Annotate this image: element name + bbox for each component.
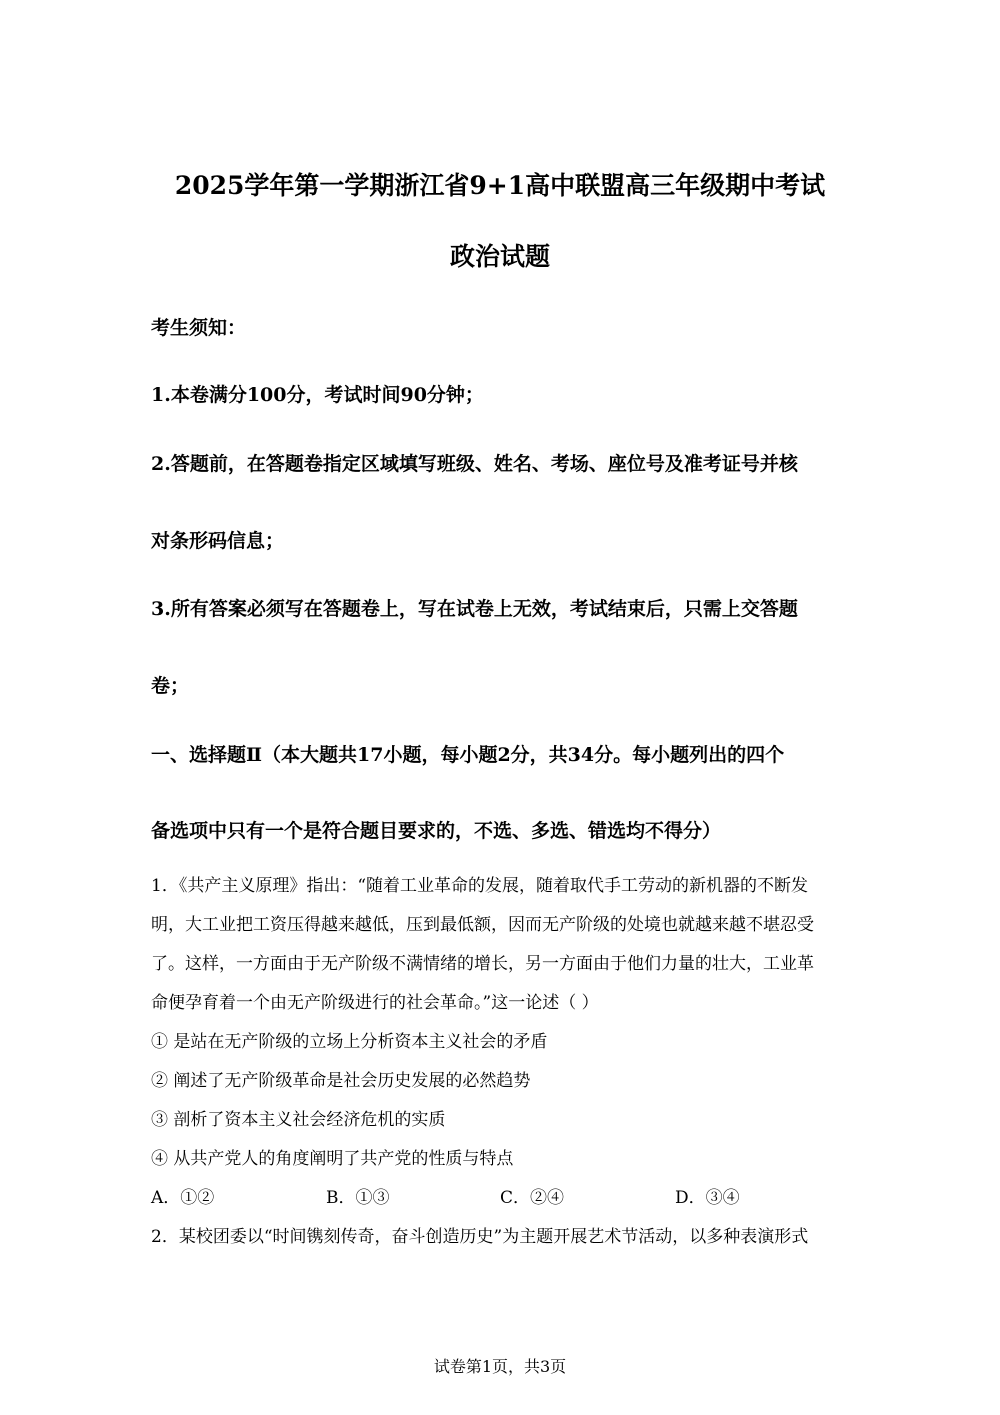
- question-1-statement-3: ③ 剖析了资本主义社会经济危机的实质: [151, 1110, 446, 1130]
- exam-title: 2025学年第一学期浙江省9+1高中联盟高三年级期中考试: [174, 171, 826, 200]
- question-1-line-4: 命便孕育着一个由无产阶级进行的社会革命。”这一论述（ ）: [151, 993, 599, 1013]
- notice-item-3-line-2: 卷；: [151, 675, 190, 697]
- notice-heading: 考生须知：: [151, 317, 247, 339]
- notice-item-3-line-1: 3.所有答案必须写在答题卷上，写在试卷上无效，考试结束后，只需上交答题: [151, 598, 798, 620]
- question-1-option-a: A．①②: [151, 1188, 215, 1208]
- question-1-line-1: 1．《共产主义原理》指出：“随着工业革命的发展，随着取代手工劳动的新机器的不断发: [151, 876, 809, 896]
- question-1-statement-2: ② 阐述了无产阶级革命是社会历史发展的必然趋势: [151, 1071, 531, 1091]
- question-1-option-c: C．②④: [500, 1188, 565, 1208]
- question-1-option-d: D．③④: [675, 1188, 740, 1208]
- question-1-line-2: 明，大工业把工资压得越来越低，压到最低额，因而无产阶级的处境也就越来越不堪忍受: [151, 915, 814, 935]
- question-2-line-1: 2．某校团委以“时间镌刻传奇，奋斗创造历史”为主题开展艺术节活动，以多种表演形式: [151, 1227, 809, 1247]
- question-1-statement-1: ① 是站在无产阶级的立场上分析资本主义社会的矛盾: [151, 1032, 548, 1052]
- question-1-statement-4: ④ 从共产党人的角度阐明了共产党的性质与特点: [151, 1149, 514, 1169]
- exam-subject-title: 政治试题: [449, 242, 550, 271]
- notice-item-2-line-2: 对条形码信息；: [151, 530, 285, 552]
- section-heading-line-1: 一、选择题Ⅱ（本大题共17小题，每小题2分，共34分。每小题列出的四个: [151, 744, 785, 766]
- notice-item-1: 1.本卷满分100分，考试时间90分钟；: [151, 384, 484, 406]
- section-heading-line-2: 备选项中只有一个是符合题目要求的，不选、多选、错选均不得分）: [151, 820, 722, 842]
- question-1-option-b: B．①③: [326, 1188, 390, 1208]
- notice-item-2-line-1: 2.答题前，在答题卷指定区域填写班级、姓名、考场、座位号及准考证号并核: [151, 453, 798, 475]
- page-footer: 试卷第1页，共3页: [433, 1357, 567, 1376]
- question-1-line-3: 了。这样，一方面由于无产阶级不满情绪的增长，另一方面由于他们力量的壮大，工业革: [151, 954, 814, 974]
